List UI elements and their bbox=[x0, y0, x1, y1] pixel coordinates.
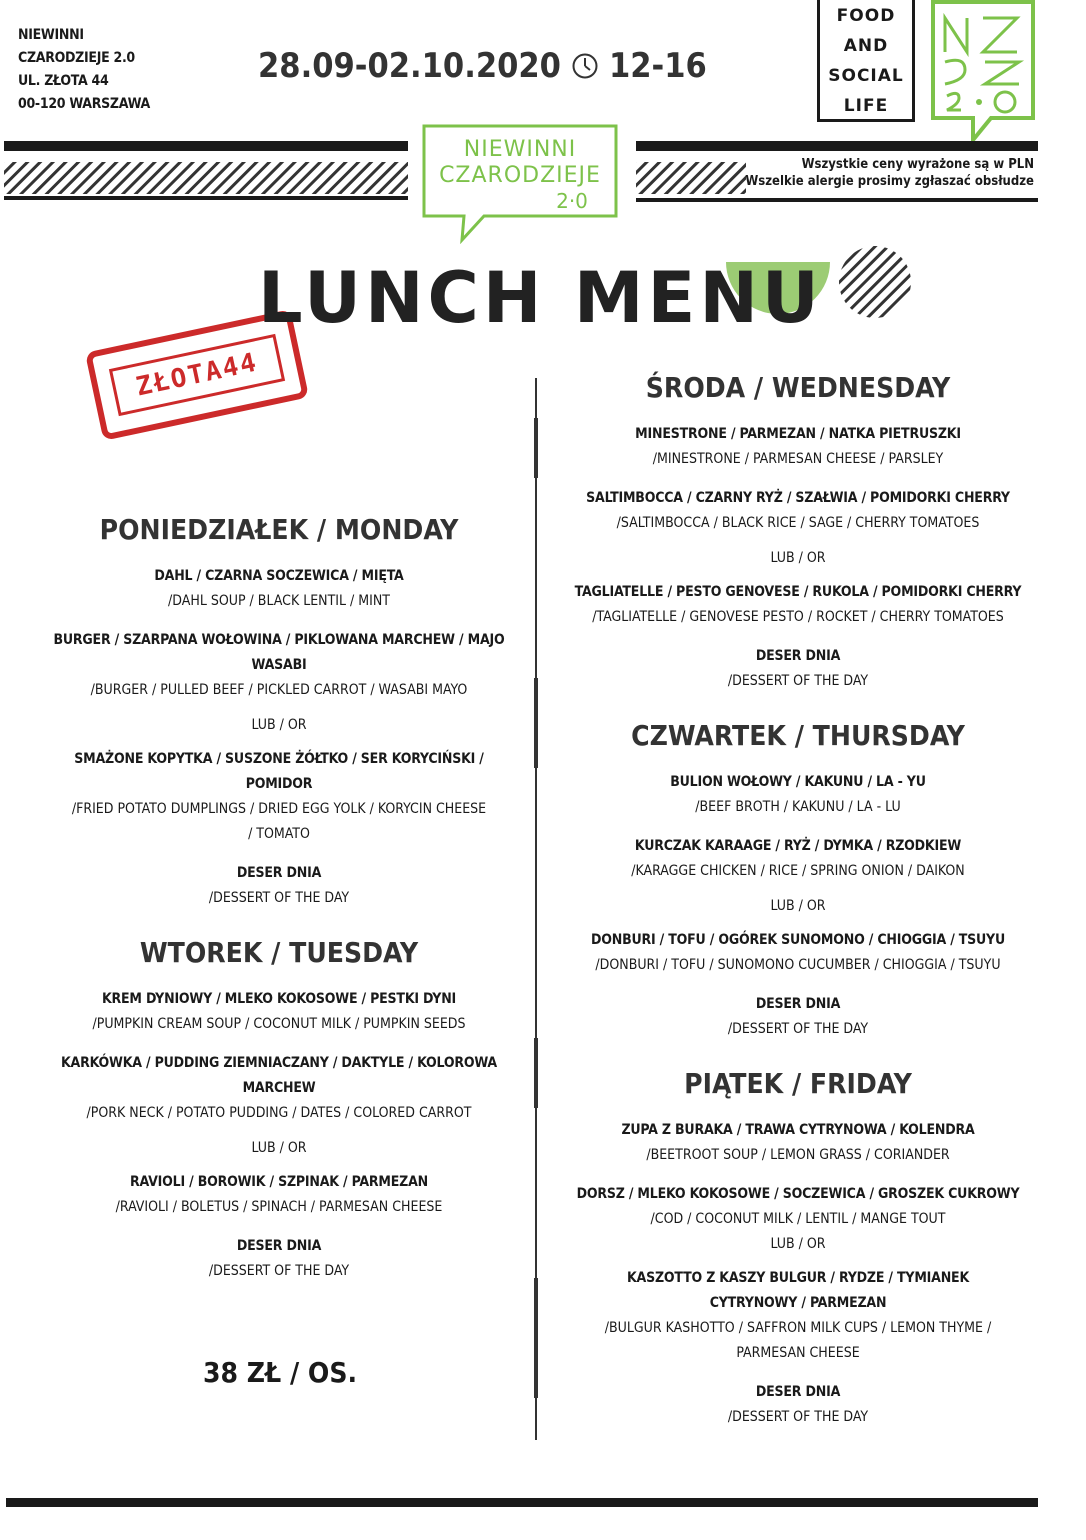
dish bbox=[30, 1051, 528, 1126]
dish-name-en: /DESSERT OF THE DAY bbox=[727, 673, 869, 689]
day-title: PONIEDZIAŁEK / MONDAY bbox=[99, 513, 459, 546]
logo-line: 2·0 bbox=[556, 189, 588, 213]
header-bar bbox=[636, 198, 1038, 202]
dish-dessert bbox=[560, 992, 1036, 1042]
day-title: ŚRODA / WEDNESDAY bbox=[645, 371, 951, 404]
dish-name-en: /DAHL SOUP / BLACK LENTIL / MINT bbox=[168, 593, 390, 609]
column-divider bbox=[534, 378, 538, 1440]
dish-name-en: /BEEF BROTH / KAKUNU / LA - LU bbox=[695, 799, 901, 815]
badge-line: LIFE bbox=[843, 96, 889, 116]
dish-name-en: /SALTIMBOCCA / BLACK RICE / SAGE / CHERRY TOMATOES bbox=[616, 515, 980, 531]
day-friday bbox=[560, 1064, 1036, 1430]
dish-name-en: /PORK NECK / POTATO PUDDING / DATES / COLORED CARROT bbox=[86, 1105, 472, 1121]
dish-dessert bbox=[560, 644, 1036, 694]
food-social-life-badge bbox=[817, 0, 915, 122]
date-range: 28.09-02.10.2020 bbox=[258, 46, 561, 86]
cz-logo-icon bbox=[925, 0, 1040, 145]
dish-dessert bbox=[30, 1234, 528, 1284]
dish-name-pl: KARKÓWKA / PUDDING ZIEMNIACZANY / DAKTYLE / KOLOROWA MARCHEW bbox=[61, 1055, 497, 1096]
dish-name-en: /BULGUR KASHOTTO / SAFFRON MILK CUPS / LEMON THYME / PARMESAN CHEESE bbox=[604, 1320, 992, 1361]
logo-line: CZARODZIEJE bbox=[439, 163, 601, 188]
dish-name-pl: KREM DYNIOWY / MLEKO KOKOSOWE / PESTKI DYNI bbox=[101, 991, 457, 1007]
dish-name-en: /TAGLIATELLE / GENOVESE PESTO / ROCKET / CHERRY TOMATOES bbox=[592, 609, 1004, 625]
opening-hours: 12-16 bbox=[608, 46, 707, 86]
dish-name-en: /RAVIOLI / BOLETUS / SPINACH / PARMESAN CHEESE bbox=[115, 1199, 443, 1215]
dish-name-en: /FRIED POTATO DUMPLINGS / DRIED EGG YOLK / KORYCIN CHEESE / TOMATO bbox=[71, 801, 487, 842]
dish bbox=[30, 564, 528, 614]
dish bbox=[30, 628, 528, 703]
dish-name-en: /BEETROOT SOUP / LEMON GRASS / CORIANDER bbox=[646, 1147, 950, 1163]
dish-name-pl: ZUPA Z BURAKA / TRAWA CYTRYNOWA / KOLENDRA bbox=[621, 1122, 975, 1138]
niewinni-czarodzieje-logo bbox=[420, 124, 620, 244]
clock-icon bbox=[571, 52, 599, 80]
dish-name-en: /KARAGGE CHICKEN / RICE / SPRING ONION / DAIKON bbox=[631, 863, 965, 879]
address-line: NIEWINNI bbox=[18, 27, 84, 43]
dish-name-en: /DONBURI / TOFU / SUNOMONO CUCUMBER / CHIOGGIA / TSUYU bbox=[595, 957, 1001, 973]
dish-name-pl: DONBURI / TOFU / OGÓREK SUNOMONO / CHIOGGIA / TSUYU bbox=[590, 932, 1006, 948]
dish bbox=[560, 770, 1036, 820]
logo-line: NIEWINNI bbox=[463, 137, 577, 162]
dish-name-en: /DESSERT OF THE DAY bbox=[727, 1021, 869, 1037]
dish-name-pl: SALTIMBOCCA / CZARNY RYŻ / SZAŁWIA / POMIDORKI CHERRY bbox=[586, 490, 1010, 506]
dish-name-pl: DESER DNIA bbox=[236, 1238, 322, 1254]
allergy-note: Wszelkie alergie prosimy zgłaszać obsłudze bbox=[745, 174, 1034, 189]
footer-bar bbox=[6, 1498, 1038, 1507]
dish-name-pl: SMAŻONE KOPYTKA / SUSZONE ŻÓŁTKO / SER KORYCIŃSKI / POMIDOR bbox=[74, 751, 484, 792]
dish bbox=[560, 580, 1036, 630]
dish-name-pl: BULION WOŁOWY / KAKUNU / LA - YU bbox=[670, 774, 926, 790]
day-title: WTOREK / TUESDAY bbox=[139, 936, 419, 969]
dish bbox=[560, 928, 1036, 978]
dish-name-pl: MINESTRONE / PARMEZAN / NATKA PIETRUSZKI bbox=[635, 426, 961, 442]
left-column bbox=[30, 510, 528, 1306]
address-line: UL. ZŁOTA 44 bbox=[18, 73, 109, 89]
day-title: PIĄTEK / FRIDAY bbox=[684, 1067, 912, 1100]
day-tuesday bbox=[30, 933, 528, 1284]
header-bar bbox=[4, 141, 408, 151]
address-line: CZARODZIEJE 2.0 bbox=[18, 50, 135, 66]
dish-dessert bbox=[560, 1380, 1036, 1430]
stamp-text: ZŁOTA44 bbox=[109, 334, 285, 416]
or-separator: LUB / OR bbox=[251, 1140, 307, 1156]
or-separator: LUB / OR bbox=[251, 717, 307, 733]
dish-name-en: /BURGER / PULLED BEEF / PICKLED CARROT / WASABI MAYO bbox=[90, 682, 468, 698]
dish bbox=[560, 1118, 1036, 1168]
dish-dessert bbox=[30, 861, 528, 911]
restaurant-address bbox=[18, 24, 150, 116]
dish-name-pl: DAHL / CZARNA SOCZEWICA / MIĘTA bbox=[154, 568, 404, 584]
dish bbox=[560, 1266, 1036, 1366]
pricing-notes bbox=[745, 156, 1034, 190]
dish-name-pl: TAGLIATELLE / PESTO GENOVESE / RUKOLA / POMIDORKI CHERRY bbox=[574, 584, 1022, 600]
dish bbox=[560, 486, 1036, 536]
dish-name-en: /COD / COCONUT MILK / LENTIL / MANGE TOUT bbox=[650, 1211, 946, 1227]
dish-name-pl: KASZOTTO Z KASZY BULGUR / RYDZE / TYMIANEK CYTRYNOWY / PARMEZAN bbox=[626, 1270, 970, 1311]
day-title: CZWARTEK / THURSDAY bbox=[631, 719, 965, 752]
badge-line: FOOD bbox=[836, 6, 896, 26]
hatched-stripe bbox=[4, 158, 408, 202]
dish-name-en: /MINESTRONE / PARMESAN CHEESE / PARSLEY bbox=[652, 451, 944, 467]
dish-name-pl: DESER DNIA bbox=[755, 1384, 841, 1400]
dish-name-pl: DESER DNIA bbox=[236, 865, 322, 881]
day-monday bbox=[30, 510, 528, 911]
badge-line: SOCIAL bbox=[828, 66, 904, 86]
or-separator: LUB / OR bbox=[770, 550, 826, 566]
dish-name-pl: DORSZ / MLEKO KOKOSOWE / SOCZEWICA / GROSZEK CUKROWY bbox=[576, 1186, 1020, 1202]
dish-name-pl: DESER DNIA bbox=[755, 996, 841, 1012]
dish bbox=[560, 422, 1036, 472]
day-wednesday bbox=[560, 368, 1036, 694]
dish bbox=[560, 1182, 1036, 1232]
page-title: LUNCH MENU bbox=[258, 257, 823, 339]
price-per-person: 38 ZŁ / OS. bbox=[202, 1356, 358, 1389]
dish-name-pl: RAVIOLI / BOROWIK / SZPINAK / PARMEZAN bbox=[129, 1174, 428, 1190]
address-line: 00-120 WARSZAWA bbox=[18, 96, 150, 112]
or-separator: LUB / OR bbox=[770, 898, 826, 914]
dish-name-en: /DESSERT OF THE DAY bbox=[208, 890, 350, 906]
hatched-stripe bbox=[636, 158, 746, 202]
right-column bbox=[560, 368, 1036, 1452]
dish-name-pl: DESER DNIA bbox=[755, 648, 841, 664]
dish bbox=[560, 834, 1036, 884]
badge-line: AND bbox=[843, 36, 889, 56]
currency-note: Wszystkie ceny wyrażone są w PLN bbox=[801, 157, 1034, 172]
dish-name-pl: BURGER / SZARPANA WOŁOWINA / PIKLOWANA MARCHEW / MAJO WASABI bbox=[53, 632, 505, 673]
dish bbox=[30, 987, 528, 1037]
dish-name-en: /PUMPKIN CREAM SOUP / COCONUT MILK / PUMPKIN SEEDS bbox=[92, 1016, 466, 1032]
day-thursday bbox=[560, 716, 1036, 1042]
dish bbox=[30, 747, 528, 847]
menu-dates bbox=[258, 46, 707, 86]
header-bar bbox=[636, 141, 1038, 151]
dish-name-pl: KURCZAK KARAAGE / RYŻ / DYMKA / RZODKIEW bbox=[634, 838, 962, 854]
dish-name-en: /DESSERT OF THE DAY bbox=[208, 1263, 350, 1279]
dish bbox=[30, 1170, 528, 1220]
dish-name-en: /DESSERT OF THE DAY bbox=[727, 1409, 869, 1425]
or-separator: LUB / OR bbox=[770, 1236, 826, 1252]
